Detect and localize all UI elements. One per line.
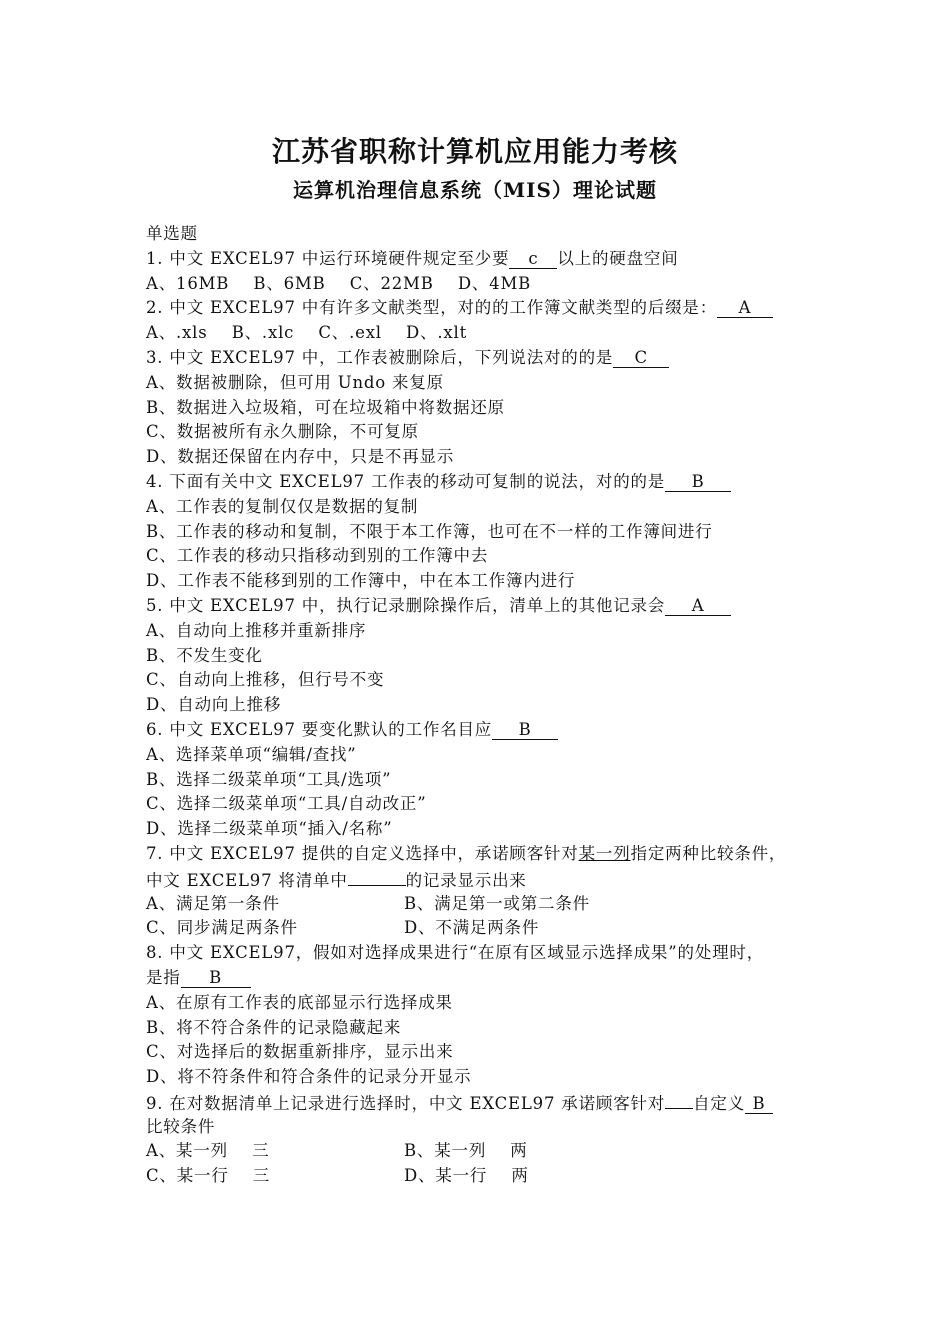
option: C、某一行 三	[146, 1166, 271, 1186]
option: D、数据还保留在内存中，只是不再显示	[146, 447, 455, 467]
option: D、将不符条件和符合条件的记录分开显示	[146, 1067, 472, 1087]
question-1-options: A、16MB B、6MB C、22MB D、4MB	[146, 273, 532, 293]
option: A、选择菜单项“编辑/查找”	[146, 744, 357, 764]
answer-blank: A	[665, 597, 731, 616]
question-2: 2. 中文 EXCEL97 中有许多文献类型，对的的工作簿文献类型的后缀是： A	[146, 296, 826, 321]
answer-blank: B	[745, 1095, 773, 1114]
option: A、满足第一条件	[146, 893, 280, 913]
option: C、对选择后的数据重新排序，显示出来	[146, 1042, 454, 1062]
option-row	[146, 916, 826, 941]
question-2-options: A、.xls B、.xlc C、.exl D、.xlt	[146, 323, 468, 343]
option: B、数据进入垃圾箱，可在垃圾箱中将数据还原	[146, 397, 505, 417]
question-7: 7. 中文 EXCEL97 提供的自定义选择中，承诺顾客针对某一列指定两种比较条件，	[146, 843, 787, 863]
option: D、自动向上推移	[146, 695, 282, 715]
question-list	[146, 222, 826, 1189]
answer-blank: B	[181, 969, 251, 988]
document-subtitle: 运算机治理信息系统（MIS）理论试题	[293, 178, 657, 202]
question-9-cont: 比较条件	[146, 1116, 216, 1136]
option: A、自动向上推移并重新排序	[146, 620, 367, 640]
option: C、同步满足两条件	[146, 918, 298, 938]
question-3: 3. 中文 EXCEL97 中，工作表被删除后，下列说法对的的是 C	[146, 346, 826, 371]
option: A、数据被删除，但可用 Undo 来复原	[146, 372, 444, 392]
question-7-cont: 中文 EXCEL97 将清单中 的记录显示出来	[146, 867, 826, 892]
option: A、工作表的复制仅仅是数据的复制	[146, 496, 419, 516]
option: B、不发生变化	[146, 645, 263, 665]
section-heading: 单选题	[146, 224, 198, 243]
option: D、选择二级菜单项“插入/名称”	[146, 819, 393, 839]
question-5: 5. 中文 EXCEL97 中，执行记录删除操作后，清单上的其他记录会 A	[146, 594, 826, 619]
option: B、满足第一或第二条件	[404, 893, 590, 913]
option: B、将不符合条件的记录隐藏起来	[146, 1017, 402, 1037]
option: C、工作表的移动只指移动到别的工作簿中去	[146, 546, 489, 566]
question-1: 1. 中文 EXCEL97 中运行环境硬件规定至少要 c 以上的硬盘空间	[146, 248, 679, 268]
option: C、数据被所有永久删除，不可复原	[146, 422, 419, 442]
answer-blank: B	[492, 721, 558, 740]
question-9: 9. 在对数据清单上记录进行选择时，中文 EXCEL97 承诺顾客针对 自定义 B	[146, 1090, 826, 1115]
option: B、工作表的移动和复制，不限于本工作簿，也可在不一样的工作簿间进行	[146, 521, 713, 541]
option-row	[146, 1164, 826, 1189]
answer-blank: C	[613, 349, 669, 368]
answer-blank: B	[665, 473, 731, 492]
option: A、在原有工作表的底部显示行选择成果	[146, 992, 453, 1012]
option: C、选择二级菜单项“工具/自动改正”	[146, 794, 427, 814]
answer-blank	[348, 867, 406, 886]
option: C、自动向上推移，但行号不变	[146, 670, 385, 690]
option-row	[146, 892, 826, 917]
question-8-cont: 是指 B	[146, 966, 826, 991]
document-title: 江苏省职称计算机应用能力考核	[271, 135, 678, 168]
option-row	[146, 1139, 826, 1164]
option: B、选择二级菜单项“工具/选项”	[146, 769, 392, 789]
answer-blank: c	[509, 250, 557, 269]
question-8: 8. 中文 EXCEL97，假如对选择成果进行“在原有区域显示选择成果”的处理时，	[146, 943, 765, 963]
option: B、某一列 两	[404, 1141, 528, 1161]
answer-blank	[665, 1090, 693, 1109]
question-6: 6. 中文 EXCEL97 要变化默认的工作名目应 B	[146, 718, 826, 743]
option: D、不满足两条件	[404, 918, 540, 938]
question-4: 4. 下面有关中文 EXCEL97 工作表的移动可复制的说法，对的的是 B	[146, 470, 826, 495]
option: A、某一列 三	[146, 1141, 270, 1161]
option: D、工作表不能移到别的工作簿中，中在本工作簿内进行	[146, 571, 576, 591]
answer-blank: A	[717, 299, 773, 318]
option: D、某一行 两	[404, 1166, 529, 1186]
